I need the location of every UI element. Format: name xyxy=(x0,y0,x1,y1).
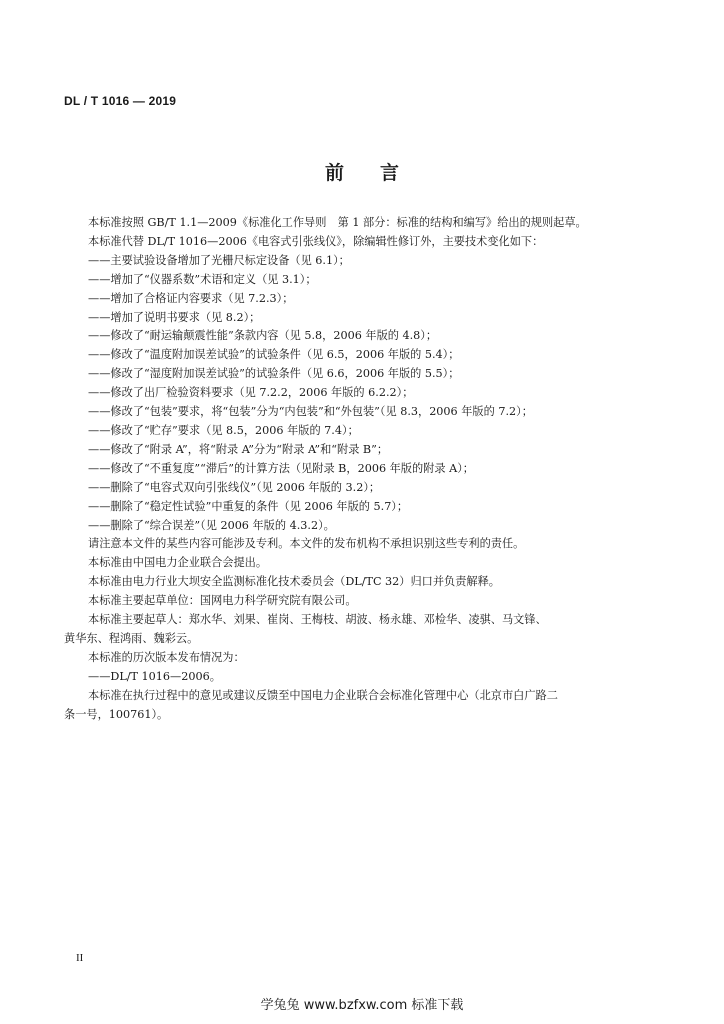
change-item: ——修改了“贮存”要求（见 8.5，2006 年版的 7.4）； xyxy=(88,423,359,437)
feedback-line-1: 本标准在执行过程中的意见或建议反馈至中国电力企业联合会标准化管理中心（北京市白广路二 xyxy=(88,688,558,702)
change-item: ——修改了出厂检验资料要求（见 7.2.2，2006 年版的 6.2.2）； xyxy=(88,386,414,400)
feedback-line-2: 条一号，100761）。 xyxy=(64,707,169,721)
change-item: ——删除了“电容式双向引张线仪”（见 2006 年版的 3.2）； xyxy=(88,480,381,494)
drafters-line-2: 黄华东、程鸿雨、魏彩云。 xyxy=(64,631,199,645)
change-item: ——增加了说明书要求（见 8.2）； xyxy=(88,310,261,324)
change-item: ——修改了“附录 A”，将“附录 A”分为“附录 A”和“附录 B”； xyxy=(88,442,389,456)
change-item: ——修改了“包装”要求，将“包装”分为“内包装”和“外包装”（见 8.3，2006 年版的 7.2）； xyxy=(88,405,533,419)
committee-statement: 本标准由电力行业大坝安全监测标准化技术委员会（DL/TC 32）归口并负责解释。 xyxy=(88,575,500,589)
proposer-statement: 本标准由中国电力企业联合会提出。 xyxy=(88,556,268,570)
drafting-unit: 本标准主要起草单位：国网电力科学研究院有限公司。 xyxy=(88,594,357,608)
foreword-body xyxy=(64,214,636,724)
change-item: ——增加了合格证内容要求（见 7.2.3）； xyxy=(88,291,294,305)
change-item: ——修改了“耐运输颠震性能”条款内容（见 5.8，2006 年版的 4.8）； xyxy=(88,329,438,343)
change-item: ——主要试验设备增加了光栅尺标定设备（见 6.1）； xyxy=(88,253,350,267)
change-item: ——删除了“稳定性试验”中重复的条件（见 2006 年版的 5.7）； xyxy=(88,499,409,513)
history-statement: 本标准的历次版本发布情况为： xyxy=(88,650,245,664)
patent-notice: 请注意本文件的某些内容可能涉及专利。本文件的发布机构不承担识别这些专利的责任。 xyxy=(88,537,525,551)
footer-watermark: 学兔兔 www.bzfxw.com 标准下载 xyxy=(260,998,464,1013)
change-item: ——修改了“湿度附加误差试验”的试验条件（见 6.6，2006 年版的 5.5）； xyxy=(88,367,460,381)
intro-paragraph-2: 本标准代替 DL/T 1016—2006《电容式引张线仪》，除编辑性修订外，主要技术变化如下： xyxy=(88,234,544,248)
standard-code: DL / T 1016 — 2019 xyxy=(64,94,177,108)
drafters-line-1: 本标准主要起草人：郑水华、刘果、崔岗、王梅枝、胡波、杨永雄、邓检华、凌骐、马文锋、 xyxy=(88,613,547,627)
history-item: ——DL/T 1016—2006。 xyxy=(88,669,221,683)
title-char-2: 言 xyxy=(380,162,400,184)
page-title xyxy=(0,158,724,185)
change-item: ——删除了“综合误差”（见 2006 年版的 4.3.2）。 xyxy=(88,518,335,532)
title-char-1: 前 xyxy=(324,162,344,184)
page-number: II xyxy=(76,952,84,964)
change-item: ——修改了“不重复度”“滞后”的计算方法（见附录 B，2006 年版的附录 A）； xyxy=(88,461,474,475)
intro-paragraph-1: 本标准按照 GB/T 1.1—2009《标准化工作导则 第 1 部分：标准的结构和编写》给出的规则起草。 xyxy=(88,216,587,229)
change-item: ——修改了“温度附加误差试验”的试验条件（见 6.5，2006 年版的 5.4）； xyxy=(88,348,460,362)
change-item: ——增加了“仪器系数”术语和定义（见 3.1）； xyxy=(88,272,317,286)
